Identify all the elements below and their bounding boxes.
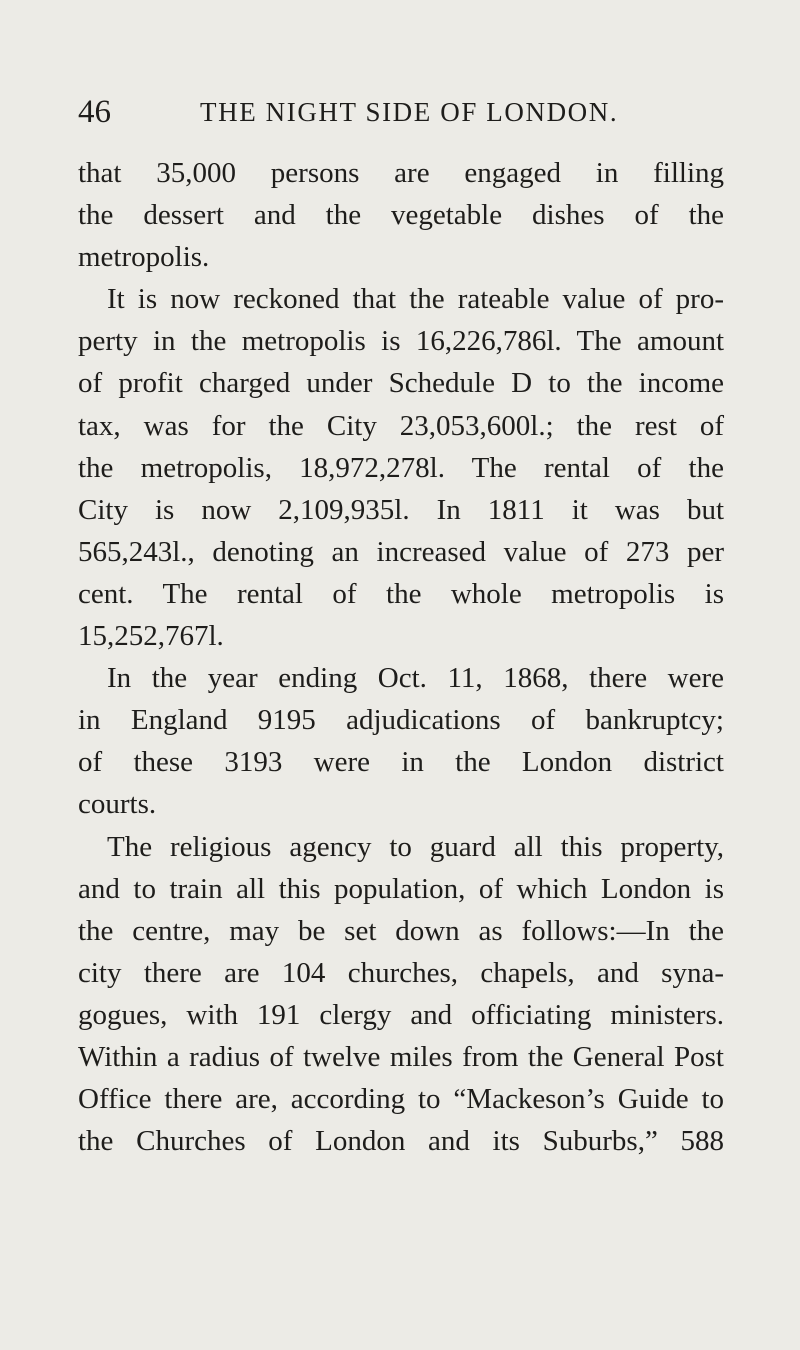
text-line: Within a radius of twelve miles from the General Post xyxy=(78,1040,724,1073)
text-line: city there are 104 churches, chapels, and syna- xyxy=(78,956,724,989)
text-line: 15,252,767l. xyxy=(78,620,224,653)
text-line: gogues, with 191 clergy and officiating ministers. xyxy=(78,998,724,1031)
text-line: that 35,000 persons are engaged in filling xyxy=(78,157,724,189)
text-line: in England 9195 adjudications of bankruptcy; xyxy=(78,704,724,737)
text-line: In the year ending Oct. 11, 1868, there were xyxy=(107,662,724,695)
text-line: City is now 2,109,935l. In 1811 it was but xyxy=(78,493,724,526)
page-number: 46 xyxy=(78,94,111,130)
running-head: THE NIGHT SIDE OF LONDON. xyxy=(200,97,619,127)
text-line: and to train all this population, of which London is xyxy=(78,872,724,905)
text-line: the dessert and the vegetable dishes of the xyxy=(78,199,724,232)
text-line: The religious agency to guard all this property, xyxy=(107,830,724,863)
text-line: Office there are, according to “Mackeson’s Guide to xyxy=(78,1083,724,1116)
text-line: the centre, may be set down as follows:—In the xyxy=(78,914,724,947)
page-header xyxy=(0,92,800,132)
text-line: It is now reckoned that the rateable value of pro- xyxy=(107,283,724,316)
text-line: cent. The rental of the whole metropolis is xyxy=(78,577,724,610)
body-text xyxy=(78,152,724,1162)
text-line: metropolis. xyxy=(78,241,210,274)
text-line: tax, was for the City 23,053,600l.; the rest of xyxy=(78,409,724,442)
text-line: of these 3193 were in the London district xyxy=(78,746,724,779)
text-line: 565,243l., denoting an increased value of 273 per xyxy=(78,535,724,568)
text-line: the Churches of London and its Suburbs,” 588 xyxy=(78,1125,724,1158)
text-line: the metropolis, 18,972,278l. The rental of the xyxy=(78,451,724,484)
text-line: perty in the metropolis is 16,226,786l. The amount xyxy=(78,325,724,358)
text-line: of profit charged under Schedule D to the income xyxy=(78,367,724,400)
text-line: courts. xyxy=(78,788,157,821)
